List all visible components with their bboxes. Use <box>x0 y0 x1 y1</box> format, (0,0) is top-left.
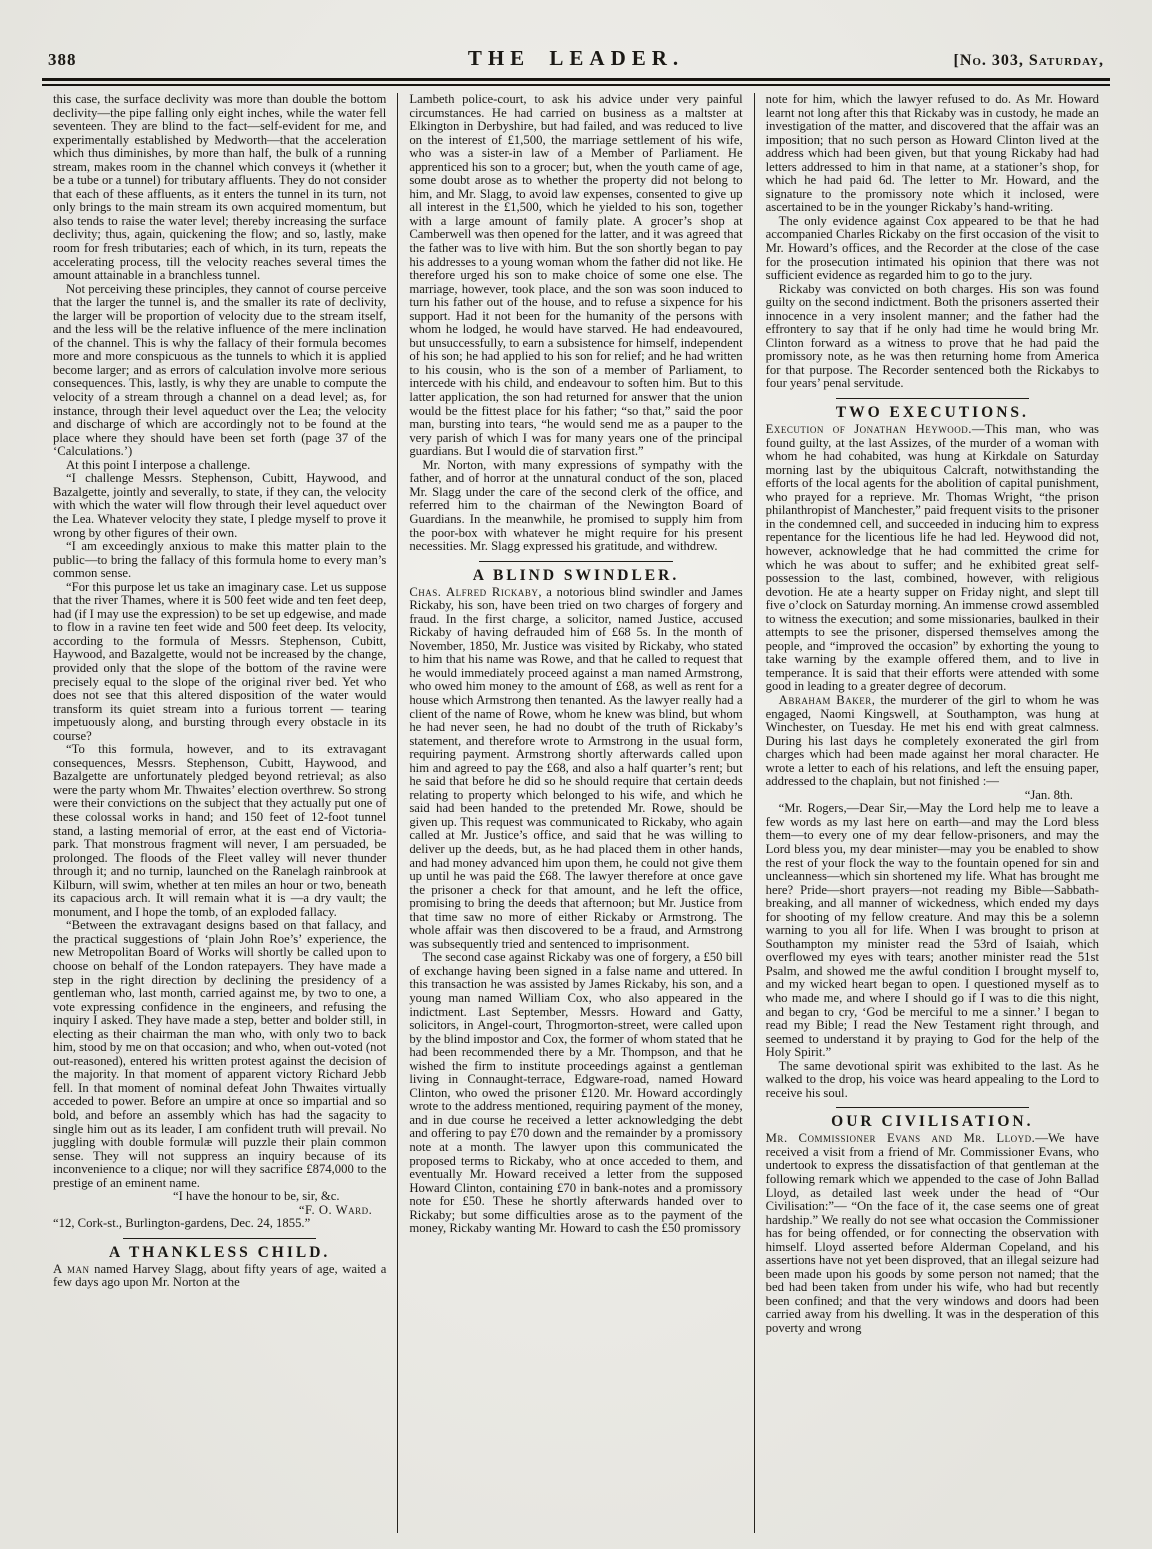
letter-dateline: “Jan. 8th. <box>1024 787 1073 802</box>
page-number: 388 <box>48 50 77 69</box>
paragraph-baker-letter: “Mr. Rogers,—Dear Sir,—May the Lord help me to leave a few words as my last here on earth—and may the Lord bless them—to every one of my dear fellow-prisoners, and may the Lord bless you, my dear minister—may you be enabled to show the rest of your flock the way to the fountain opened for sin and uncleanness—which sin shortened my life. What has brought me here? Pride—short prayers—not reading my Bible—Sabbath-breaking, and all manner of wickedness, which ended my days for shooting of my fellow creature. And may this be a solemn warning to you all for life. When I was brought to prison at Southampton my minister read the 53rd of Isaiah, which overflowed my eyes with tears; another minister read the 51st Psalm, and showed me the awful condition I brought myself to, and my wicked heart began to open. I questioned myself as to who made me, and where I should go if I was to die this night, and began to cry, ‘God be merciful to me a sinner.’ I began to read my Bible; I read the New Testament right through, and seemed to understand it by praying to God for the help of the Holy Spirit.” <box>765 801 1099 1060</box>
lead-small-caps: A man <box>53 1261 90 1276</box>
column-3 <box>754 93 1110 1533</box>
paragraph-blind-swindler-first-charge: Chas. Alfred Rickaby, a notorious blind swindler and James Rickaby, his son, have been tried on two charges of forgery and fraud. In the first charge, a solicitor, named Justice, accused Rickaby of having defrauded him of £68 5s. In the month of November, 1850, Mr. Justice was visited by Rickaby, who stated to him that his name was Rowe, and that he called to request that he would immediately proceed against a man named Armstrong, who owed him money to the amount of £68, as well as rent for a house which Armstrong then tenanted. As the lawyer really had a client of the name of Rowe, whom he knew was blind, but whom he had never seen, he had no doubt of the truth of Rickaby’s statement, and therefore wrote to Armstrong in the usual form, requiring payment. Armstrong shortly afterwards called upon him and agreed to pay the £68, and also a half quarter’s rent; but he said that before he did so he should require that certain deeds relating to property which belonged to his wife, and which he said had been handed to the pretended Mr. Rowe, should be given up. This request was communicated to Rickaby, who again called at Mr. Justice’s office, and said that he was willing to deliver up the deeds, but, as he had placed them in other hands, and had money advanced him upon them, he could not give them up until he was paid the £68. The lawyer therefore at once gave the prisoner a check for that amount, and he left the office, promising to bring the deeds that afternoon; but Mr. Justice from that time saw no more of either Rickaby or Armstrong. The whole affair was then discovered to be a fraud, and Armstrong was subsequently tried and sentenced to imprisonment. <box>409 584 743 951</box>
paragraph-pledged-beyond-retrieval: “To this formula, however, and to its extravagant consequences, Messrs. Stephenson, Cubitt, Haywood, and Bazalgette are unfortunately pledged beyond retrieval; as also were the party whom Mr. Thwaites’ election overthrew. So strong were their convictions on the subject that they actually put one of these colossal works in hand; and 150 feet of 12-foot tunnel stand, a lasting memorial of error, at the east end of Victoria-park. That monstrous fragment will never, I am persuaded, be prolonged. The floods of the Fleet valley will never thunder through it; and no turnip, launched on the Ranelagh rainbrook at Kilburn, will swim, whether at ten miles an hour or two, beneath its capacious arch. It will remain what it is —a dry vault; the monument, and I hope the tomb, of an exploded fallacy. <box>53 742 387 919</box>
paragraph-rickaby-convicted: Rickaby was convicted on both charges. His son was found guilty on the second indictment. Both the prisoners asserted their innocence in a very insolent manner; and the father had the effrontery to say that if he only had time he would bring Mr. Clinton forward as a witness to prove that he had paid the promissory note, as he was then returning home from America for that purpose. The Recorder sentenced both the Rickabys to four years’ penal servitude. <box>765 281 1099 391</box>
lead-small-caps: Execution of Jonathan Heywood. <box>765 422 972 437</box>
issue-info: [No. 303, Saturday, <box>953 52 1104 69</box>
heading-our-civilisation: OUR CIVILISATION. <box>831 1113 1034 1131</box>
letter-address-date: “12, Cork-st., Burlington-gardens, Dec. 24, 1855.” <box>53 1216 311 1231</box>
paragraph-surface-declivity: this case, the surface declivity was more than double the bottom declivity—the pipe falling only eight inches, while the water fell seventeen. They are blind to the fact—self-evident for me, and experimentally established by Medworth—that the acceleration which thus diminishes, by more than half, the bulk of a running stream, makes room in the channel which conveys it (whether it be a tube or a tunnel) for tributary affluents. They do not consider that each of these affluents, as it enters the tunnel in its turn, not only brings to the main stream its own acquired momentum, but also tends to raise the water level; thereby increasing the surface declivity; thus, again, quickening the flow; and so, lastly, make room for fresh tributaries; each of which, in its turn, repeats the accelerating process, till the velocity reaches several times the amount attainable in a branchless tunnel. <box>53 93 387 283</box>
paragraph-abraham-baker: Abraham Baker, the murderer of the girl to whom he was engaged, Naomi Kingswell, at Southampton, was hung at Winchester, on Tuesday. He met his end with great calmness. During his last days he completely exonerated the girl from charges which had been made against her moral character. He wrote a letter to each of his relations, and left the ensuing paper, addressed to the chaplain, but not finished :— <box>765 692 1099 789</box>
masthead-double-rule <box>42 78 1110 86</box>
paragraph-thankless-child-cont: Lambeth police-court, to ask his advice under very painful circumstances. He had carried on business as a maltster at Elkington in Derbyshire, but had failed, and was reduced to live on the interest of £1,500, the marriage settlement of his wife, who was a sister-in law of a Member of Parliament. He apprenticed his son to a grocer; but, when the youth came of age, some doubt arose as to whether the property did not belong to him, and Mr. Slagg, to avoid law expenses, consented to give up all interest in the £1,500, which he yielded to his son, together with a large amount of family plate. A grocer’s shop at Camberwell was then opened for the latter, and it was agreed that the father was to live with him. But the son shortly began to pay his addresses to a young woman whom the father did not like. He therefore urged his son to make choice of some one else. The marriage, however, took place, and the son was soon induced to turn his father out of the house, and to refuse a sixpence for his support. Had it not been for the humanity of the persons with whom he lodged, he would have starved. He had endeavoured, but unsuccessfully, to earn a subsistence for himself, independent of his son; he had applied to his son for relief; and he had written to his cousin, who is the son of a member of Parliament, to intercede with his child, and endeavour to soften him. But to this latter application, the son had returned for answer that the union would be the fittest place for his father; “so that,” said the poor man, bursting into tears, “he would send me as a pauper to the very parish of which I was for many years one of the principal guardians. But I would die of starvation first.” <box>409 93 743 459</box>
paragraph-anxious: “I am exceedingly anxious to make this matter plain to the public—to bring the fallacy of this formula home to every man’s common sense. <box>53 539 387 581</box>
paragraph-imaginary-case: “For this purpose let us take an imaginary case. Let us suppose that the river Thames, where it is 500 feet wide and ten feet deep, had (if I may use the expression) to be set up edgewise, and made to flow in a ravine ten feet wide and 500 feet deep. Its velocity, according to the formula of Messrs. Stephenson, Cubitt, Haywood, and Bazalgette, would not be increased by the change, provided only that the slope of the bottom of the ravine were precisely equal to the slope of the original river bed. Yet who does not see that this altered disposition of the water would transform its quiet stream into a furious torrent — tearing impetuously along, and bursting through every obstacle in its course? <box>53 579 387 743</box>
paragraph-blind-swindler-cont: note for him, which the lawyer refused to do. As Mr. Howard learnt not long after this that Rickaby was in custody, he made an investigation of the matter, and discovered that the affair was an imposition; that no such person as Howard Clinton lived at the address which had been given, but that young Rickaby had had letters addressed to him in that name, at a stationer’s shop, for which he had paid 6d. The letter to Mr. Howard, and the signature to the promissory note which it inclosed, were ascertained to be in the younger Rickaby’s hand-writing. <box>765 93 1099 215</box>
paragraph-execution-heywood: Execution of Jonathan Heywood.—This man, who was found guilty, at the last Assizes, of the murder of a woman with whom he had cohabited, was hung at Kirkdale on Saturday morning last by the ubiquitous Calcraft, notwithstanding the efforts of the local agents for the abolition of capital punishment, who prayed for a reprieve. Mr. Thomas Wright, “the prison philanthropist of Manchester,” paid frequent visits to the prisoner in the condemned cell, and succeeded in inducing him to express repentance for the licentious life he had led. Heywood did not, however, acknowledge that he had committed the crime for which he was about to suffer; and he exhibited great self-possession to the last, combined, however, with religious devotion. He ate a hearty supper on Friday night, and slept till five o’clock on Saturday morning. An immense crowd assembled to witness the execution; and some missionaries, baulked in their attempts to see the prisoner, dispersed themselves among the people, and “improved the occasion” by exhorting the young to take warning by the example offered them, and to live in temperance. It is said that their efforts were attended with some good in leading to a greater degree of decorum. <box>765 422 1099 694</box>
paragraph-blind-swindler-second-case: The second case against Rickaby was one of forgery, a £50 bill of exchange having been signed in a false name and uttered. In this transaction he was assisted by James Rickaby, his son, and a young man named William Cox, who also appeared in the indictment. Last September, Messrs. Howard and Gatty, solicitors, in Angel-court, Throgmorton-street, were called upon by the blind impostor and Cox, the former of whom stated that he had been recommended there by a Mr. Thompson, and that he wished the firm to institute proceedings against a gentleman living in Connaught-terrace, Edgware-road, named Howard Clinton, who owed the prisoner £120. Mr. Howard accordingly wrote to the address mentioned, requiring payment of the money, and in due course he received a letter acknowledging the debt and offering to pay £70 down and the remainder by a promissory note at a month. The lawyer upon this communicated the proposed terms to Rickaby, who at once acceded to them, and eventually Mr. Howard received a letter from the supposed Howard Clinton, containing £70 in bank-notes and a promissory note for £50. These he shortly afterwards handed over to Rickaby; but some difficulties arose as to the payment of the money, Rickaby wanting Mr. Howard to cash the £50 promissory <box>409 950 743 1236</box>
letter-valediction: “I have the honour to be, sir, &c. <box>173 1189 340 1204</box>
lead-small-caps: Abraham Baker, <box>778 692 876 707</box>
column-1 <box>42 93 397 1533</box>
lead-small-caps: Mr. Commissioner Evans and Mr. Lloyd. <box>765 1131 1036 1146</box>
article-divider-rule <box>836 1107 1029 1108</box>
paragraph-not-perceiving: Not perceiving these principles, they cannot of course perceive that the larger the tunnel is, and the smaller its rate of declivity, the larger will be proportion of velocity due to the stream itself, and the less will be the relative influence of the mere inclination of the channel. This is why the fallacy of their formula becomes more and more conspicuous as the tunnels to which it is applied become larger; and as errors of calculation involve more serious consequences. This, lastly, is why they are unable to compute the velocity of a stream through a channel on a dead level; as, for instance, through their level aqueduct over the Lea; the velocity and discharge of which are accordingly not to be found at the place where they should have been set forth (page 37 of the ‘Calculations.’) <box>53 281 387 459</box>
masthead <box>42 0 1110 76</box>
heading-a-blind-swindler: A BLIND SWINDLER. <box>472 566 680 584</box>
lead-small-caps: Chas. Alfred Rickaby <box>409 584 539 599</box>
heading-two-executions: TWO EXECUTIONS. <box>835 404 1029 422</box>
paragraph-thankless-child-start: A man named Harvey Slagg, about fifty years of age, waited a few days ago upon Mr. Norton at the <box>53 1261 387 1290</box>
paragraph-mr-norton: Mr. Norton, with many expressions of sympathy with the father, and of horror at the unnatural conduct of the son, placed Mr. Slagg under the care of the second clerk of the office, and referred him to the chairman of the Newington Board of Guardians. In the meanwhile, he promised to supply him from the poor-box with whatever he might require for his present necessities. Mr. Slagg expressed his gratitude, and withdrew. <box>409 457 743 554</box>
paragraph-evidence-against-cox: The only evidence against Cox appeared to be that he had accompanied Charles Rickaby on the first occasion of the visit to Mr. Howard’s offices, and the Recorder at the close of the case for the prosecution intimated his opinion that there was not sufficient evidence as regarded him to go to the jury. <box>765 213 1099 283</box>
article-divider-rule <box>123 1238 316 1239</box>
paper-title: THE LEADER. <box>467 46 685 70</box>
paragraph-challenge-intro: At this point I interpose a challenge. <box>66 457 251 472</box>
paragraph-metropolitan-board: “Between the extravagant designs based on that fallacy, and the practical suggestions of ‘plain John Roe’s’ experience, the new Metropolitan Board of Works will shortly be called upon to choose on behalf of the London ratepayers. They have made a step in the right direction by declining the presidency of a gentleman who, last month, carried against me, by two to one, a vote expressing confidence in the engineers, and refusing the inquiry I asked. They have made a step, better and bolder still, in electing as their chairman the man who, with only two to back him, stood by me on that occasion; and who, when out-voted (not out-reasoned), entered his written protest against the decision of the majority. In that moment of apparent victory Richard Jebb fell. In that moment of nominal defeat John Thwaites virtually acceded to power. Before an umpire at once so impartial and so bold, and before an assembly which has had the sagacity to single him out as its leader, I am confident truth will prevail. No juggling with double formulæ will puzzle their plain common sense. They will not suppress an inquiry because of its inconvenience to a clique; nor will they sacrifice £874,000 to the prestige of an eminent name. <box>53 918 387 1190</box>
paragraph-challenge: “I challenge Messrs. Stephenson, Cubitt, Haywood, and Bazalgette, jointly and severally, to state, if they can, the velocity with which the water will flow through their level aqueduct over the Lea. Whatever velocity they state, I pledge myself to prove it wrong by other figures of their own. <box>53 471 387 540</box>
article-columns <box>42 86 1110 1533</box>
paragraph-devotional-spirit: The same devotional spirit was exhibited to the last. As he walked to the drop, his voice was heard appealing to the Lord to receive his soul. <box>765 1058 1099 1100</box>
column-2 <box>397 93 753 1533</box>
letter-signature <box>53 1204 386 1218</box>
article-divider-rule <box>479 561 672 562</box>
lead-small-caps: “F. O. Ward. <box>298 1202 373 1217</box>
heading-a-thankless-child: A THANKLESS CHILD. <box>109 1243 331 1261</box>
article-divider-rule <box>836 398 1029 399</box>
paragraph-our-civilisation: Mr. Commissioner Evans and Mr. Lloyd.—We have received a visit from a friend of Mr. Commissioner Evans, who undertook to express the dissatisfaction of that gentleman at the following remark which we appended to the case of John Ballad Lloyd, as detailed last week under the head of “Our Civilisation:”— “On the face of it, the case seems one of great hardship.” We really do not see what occasion the Commissioner has for being offended, or for connecting the observation with himself. Lloyd asserted before Alderman Copeland, and his assertions have not yet been disproved, that an illegal seizure had been made upon his goods by some person not named; that the bed had been taken from under his wife, who had but recently been confined; and that the very windows and doors had been carried away from his dwelling. It was in the desperation of this poverty and wrong <box>765 1131 1099 1336</box>
